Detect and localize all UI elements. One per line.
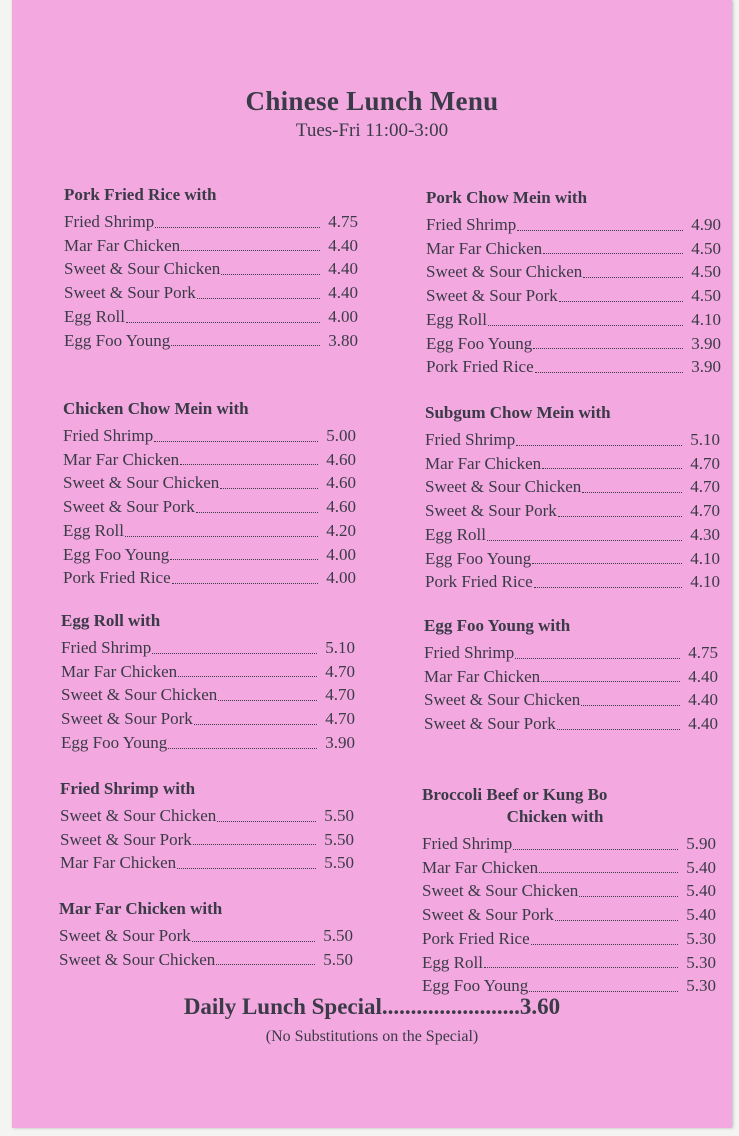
menu-item	[64, 210, 358, 234]
leader-dots	[535, 372, 684, 373]
item-name: Fried Shrimp	[426, 215, 517, 234]
item-name: Sweet & Sour Pork	[425, 501, 557, 521]
item-price: 5.40	[686, 905, 716, 925]
item-price: 4.00	[326, 544, 356, 564]
item-price: 4.90	[691, 215, 721, 234]
leader-dots	[581, 705, 680, 706]
leader-dots	[193, 844, 317, 845]
leader-dots	[125, 536, 318, 537]
item-price: 5.30	[686, 952, 716, 972]
menu-item	[61, 660, 355, 684]
item-price: 4.40	[688, 666, 718, 686]
item-name: Fried Shrimp	[424, 643, 515, 662]
menu-item	[59, 924, 353, 948]
item-name: Sweet & Sour Chicken	[64, 259, 221, 279]
menu-item	[426, 237, 721, 261]
leader-dots	[543, 253, 683, 254]
special-label: Daily Lunch Special	[183, 994, 382, 1019]
item-price: 3.90	[691, 357, 721, 377]
menu-item	[425, 475, 720, 499]
menu-item	[426, 355, 721, 379]
menu-title: Chinese Lunch Menu	[245, 86, 499, 116]
menu-item	[424, 665, 718, 689]
item-price: 4.75	[328, 212, 358, 231]
item-price: 5.40	[686, 881, 716, 901]
section-heading-line2: Chicken with	[506, 807, 604, 826]
menu-item	[63, 424, 356, 448]
menu-item	[422, 879, 716, 903]
leader-dots	[171, 345, 320, 346]
leader-dots	[197, 298, 321, 299]
leader-dots	[154, 441, 318, 442]
menu-item	[63, 543, 356, 567]
item-name: Egg Foo Young	[64, 330, 171, 350]
leader-dots	[529, 991, 678, 992]
leader-dots	[533, 348, 683, 349]
item-name: Mar Far Chicken	[422, 857, 539, 877]
menu-item	[64, 234, 358, 258]
item-name: Egg Foo Young	[61, 732, 168, 752]
leader-dots	[532, 563, 682, 564]
item-price: 4.30	[690, 524, 720, 544]
item-price: 4.50	[691, 286, 721, 306]
item-name: Pork Fried Rice	[422, 928, 530, 948]
menu-item	[60, 851, 354, 875]
section-mar-far-chicken	[59, 898, 353, 971]
item-price: 4.60	[326, 497, 356, 517]
menu-item	[422, 856, 716, 880]
leader-dots	[542, 468, 682, 469]
leader-dots	[178, 676, 317, 677]
item-name: Sweet & Sour Pork	[63, 497, 195, 517]
item-name: Egg Foo Young	[426, 333, 533, 353]
menu-item	[426, 308, 721, 332]
leader-dots	[126, 322, 320, 323]
leader-dots	[534, 587, 683, 588]
menu-item	[422, 903, 716, 927]
menu-item	[425, 523, 720, 547]
item-name: Sweet & Sour Chicken	[63, 473, 220, 493]
menu-item	[424, 641, 718, 665]
leader-dots	[170, 559, 318, 560]
leader-dots	[515, 658, 680, 659]
item-name: Sweet & Sour Chicken	[422, 881, 579, 901]
item-price: 4.00	[328, 306, 358, 326]
item-price: 5.50	[323, 949, 353, 969]
menu-item	[60, 804, 354, 828]
menu-item	[424, 712, 718, 736]
leader-dots	[559, 301, 684, 302]
section-subgum-chow-mein	[425, 402, 720, 594]
section-heading: Mar Far Chicken with	[59, 899, 223, 918]
menu-item	[64, 257, 358, 281]
item-price: 4.70	[690, 453, 720, 473]
leader-dots	[541, 681, 680, 682]
item-name: Sweet & Sour Chicken	[426, 262, 583, 282]
item-price: 5.40	[686, 857, 716, 877]
item-price: 5.30	[686, 928, 716, 948]
item-name: Mar Far Chicken	[426, 238, 543, 258]
menu-item	[426, 332, 721, 356]
section-heading: Broccoli Beef or Kung Bo	[422, 785, 608, 804]
item-name: Fried Shrimp	[425, 430, 516, 449]
leader-dots	[531, 944, 679, 945]
item-price: 4.00	[326, 568, 356, 588]
item-name: Sweet & Sour Pork	[426, 286, 558, 306]
item-name: Mar Far Chicken	[424, 666, 541, 686]
item-price: 4.40	[328, 283, 358, 303]
item-name: Fried Shrimp	[422, 834, 513, 853]
item-name: Fried Shrimp	[61, 638, 152, 657]
item-name: Mar Far Chicken	[60, 853, 177, 873]
section-heading: Chicken Chow Mein with	[63, 399, 249, 418]
special-price: 3.60	[519, 994, 561, 1019]
item-price: 5.50	[324, 853, 354, 873]
menu-item	[422, 832, 716, 856]
item-name: Sweet & Sour Pork	[59, 926, 191, 945]
leader-dots	[555, 920, 679, 921]
section-heading: Pork Chow Mein with	[426, 188, 588, 207]
item-name: Egg Roll	[63, 520, 124, 540]
menu-item	[61, 731, 355, 755]
item-name: Sweet & Sour Chicken	[425, 477, 582, 497]
leader-dots	[155, 227, 320, 228]
leader-dots	[152, 653, 317, 654]
menu-item	[425, 547, 720, 571]
menu-item	[63, 519, 356, 543]
leader-dots	[582, 492, 682, 493]
item-name: Mar Far Chicken	[425, 453, 542, 473]
section-heading: Fried Shrimp with	[60, 779, 196, 798]
menu-item	[64, 281, 358, 305]
item-name: Egg Roll	[422, 952, 483, 972]
item-name: Sweet & Sour Pork	[422, 905, 554, 925]
menu-item	[426, 260, 721, 284]
item-price: 4.20	[326, 520, 356, 540]
section-broccoli-beef	[422, 784, 716, 998]
item-price: 5.10	[690, 430, 720, 449]
leader-dots	[513, 849, 678, 850]
item-price: 4.70	[325, 709, 355, 729]
item-name: Pork Fried Rice	[426, 357, 534, 377]
special-note: (No Substitutions on the Special)	[265, 1028, 479, 1045]
item-price: 4.40	[328, 235, 358, 255]
item-name: Fried Shrimp	[64, 212, 155, 231]
menu-item	[425, 499, 720, 523]
leader-dots	[168, 748, 317, 749]
menu-item	[422, 927, 716, 951]
section-heading: Subgum Chow Mein with	[425, 403, 611, 422]
leader-dots	[488, 325, 683, 326]
item-price: 3.80	[328, 330, 358, 350]
menu-item	[424, 688, 718, 712]
item-name: Fried Shrimp	[63, 426, 154, 445]
menu-item	[425, 570, 720, 594]
item-price: 4.75	[688, 643, 718, 662]
section-heading: Egg Foo Young with	[424, 616, 571, 635]
daily-special	[12, 994, 732, 1020]
item-name: Pork Fried Rice	[63, 568, 171, 588]
menu-item	[59, 948, 353, 972]
item-name: Sweet & Sour Pork	[60, 829, 192, 849]
menu-item	[426, 284, 721, 308]
leader-dots	[221, 274, 320, 275]
item-price: 4.70	[690, 501, 720, 521]
menu-item	[426, 213, 721, 237]
item-price: 4.10	[690, 572, 720, 592]
item-price: 4.50	[691, 238, 721, 258]
item-price: 4.60	[326, 449, 356, 469]
leader-dots	[583, 277, 683, 278]
item-name: Egg Roll	[426, 309, 487, 329]
item-name: Pork Fried Rice	[425, 572, 533, 592]
menu-item	[64, 329, 358, 353]
item-name: Mar Far Chicken	[61, 661, 178, 681]
item-name: Sweet & Sour Pork	[61, 709, 193, 729]
item-price: 3.90	[691, 333, 721, 353]
leader-dots	[181, 250, 320, 251]
leader-dots	[517, 230, 683, 231]
item-price: 4.70	[325, 685, 355, 705]
item-price: 3.90	[325, 732, 355, 752]
item-name: Sweet & Sour Chicken	[424, 690, 581, 710]
menu-item	[425, 452, 720, 476]
leader-dots	[180, 464, 318, 465]
item-price: 4.60	[326, 473, 356, 493]
item-price: 4.10	[690, 548, 720, 568]
item-price: 5.00	[326, 426, 356, 445]
item-price: 5.30	[686, 976, 716, 996]
menu-page	[12, 0, 732, 1128]
item-price: 4.70	[325, 661, 355, 681]
leader-dots	[220, 488, 318, 489]
menu-item	[61, 707, 355, 731]
leader-dots	[196, 512, 319, 513]
item-price: 4.40	[328, 259, 358, 279]
item-price: 5.50	[324, 806, 354, 825]
item-price: 5.10	[325, 638, 355, 657]
item-price: 4.10	[691, 309, 721, 329]
menu-item	[63, 566, 356, 590]
item-name: Sweet & Sour Pork	[64, 283, 196, 303]
item-price: 4.40	[688, 690, 718, 710]
item-price: 5.50	[323, 926, 353, 945]
special-dots: ........................	[381, 994, 520, 1019]
item-name: Sweet & Sour Chicken	[60, 806, 217, 825]
menu-item	[425, 428, 720, 452]
leader-dots	[218, 700, 317, 701]
menu-item	[63, 471, 356, 495]
item-name: Egg Roll	[425, 524, 486, 544]
item-name: Mar Far Chicken	[64, 235, 181, 255]
section-chicken-chow-mein	[63, 398, 356, 590]
menu-item	[63, 495, 356, 519]
item-price: 4.50	[691, 262, 721, 282]
item-price: 4.40	[688, 714, 718, 734]
leader-dots	[172, 583, 319, 584]
section-egg-foo-young	[424, 615, 718, 736]
leader-dots	[216, 964, 315, 965]
section-fried-shrimp	[60, 778, 354, 875]
section-pork-fried-rice	[64, 184, 358, 352]
item-name: Egg Roll	[64, 306, 125, 326]
leader-dots	[487, 540, 682, 541]
item-name: Sweet & Sour Pork	[424, 714, 556, 734]
item-name: Egg Foo Young	[63, 544, 170, 564]
menu-item	[61, 636, 355, 660]
section-pork-chow-mein	[426, 187, 721, 379]
section-egg-roll	[61, 610, 355, 755]
leader-dots	[516, 445, 682, 446]
leader-dots	[484, 967, 678, 968]
item-name: Sweet & Sour Chicken	[59, 949, 216, 969]
leader-dots	[539, 872, 678, 873]
leader-dots	[558, 516, 683, 517]
leader-dots	[579, 896, 678, 897]
leader-dots	[194, 724, 318, 725]
item-price: 4.70	[690, 477, 720, 497]
menu-item	[63, 448, 356, 472]
section-heading: Egg Roll with	[61, 611, 161, 630]
section-heading: Pork Fried Rice with	[64, 185, 217, 204]
item-name: Egg Foo Young	[422, 976, 529, 996]
menu-item	[64, 305, 358, 329]
item-price: 5.50	[324, 829, 354, 849]
menu-hours: Tues-Fri 11:00-3:00	[295, 120, 449, 141]
menu-item	[422, 951, 716, 975]
item-price: 5.90	[686, 834, 716, 853]
leader-dots	[557, 729, 681, 730]
leader-dots	[177, 868, 316, 869]
item-name: Sweet & Sour Chicken	[61, 685, 218, 705]
menu-item	[60, 828, 354, 852]
item-name: Mar Far Chicken	[63, 449, 180, 469]
leader-dots	[217, 821, 316, 822]
item-name: Egg Foo Young	[425, 548, 532, 568]
leader-dots	[192, 941, 316, 942]
menu-item	[61, 683, 355, 707]
